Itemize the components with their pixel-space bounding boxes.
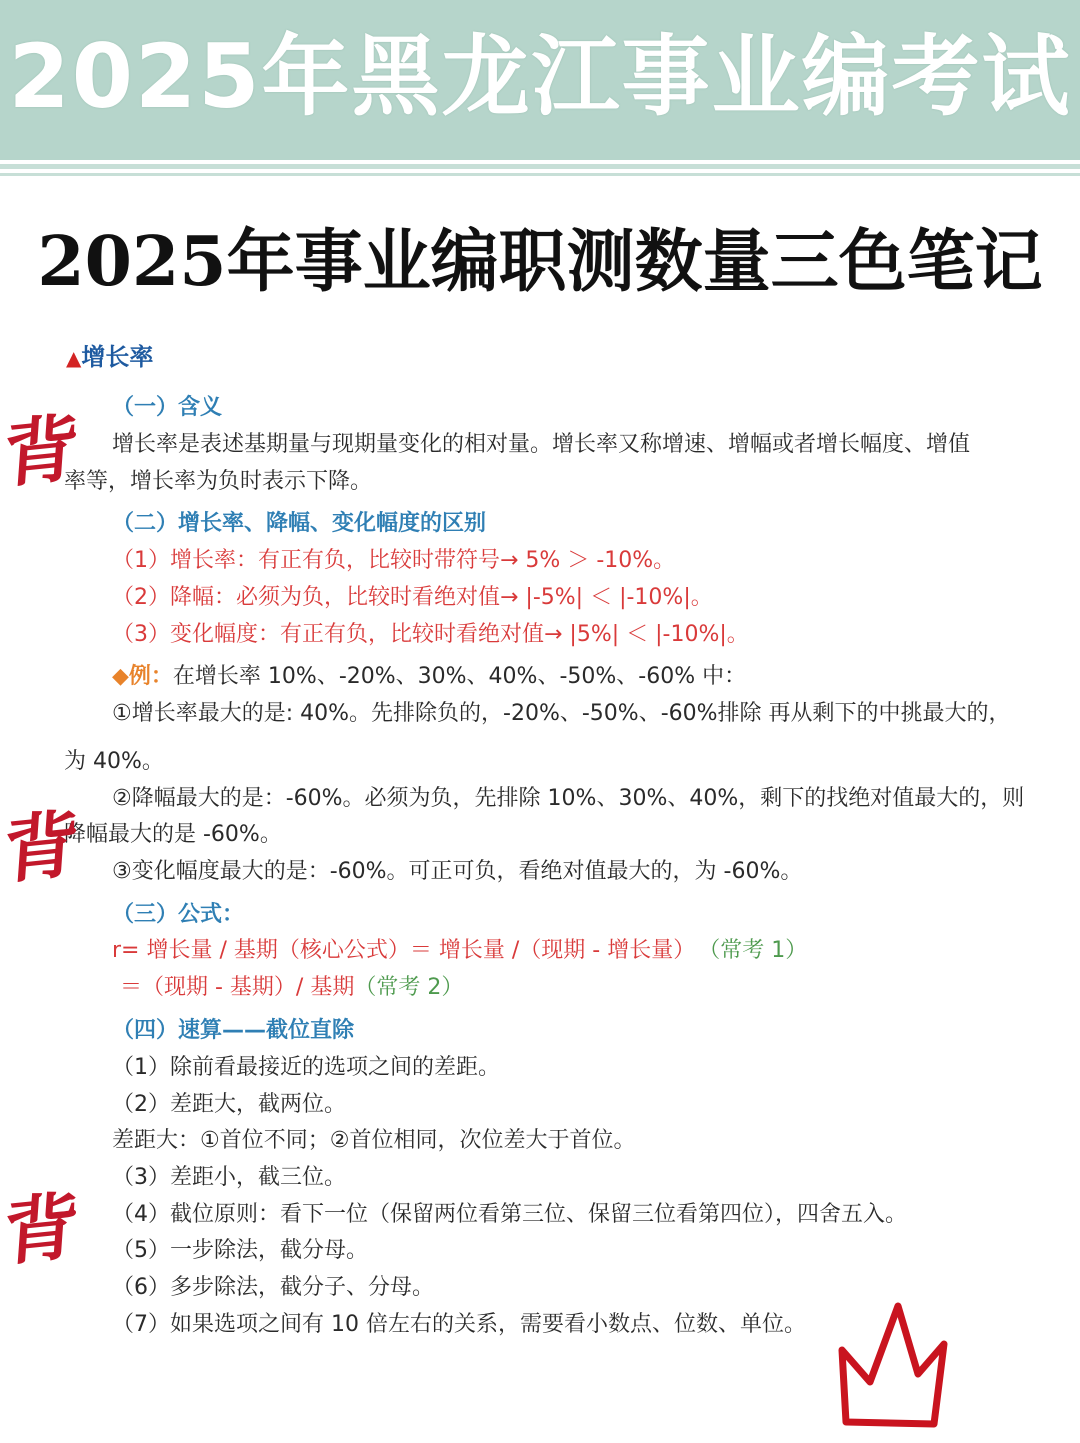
subheading-speed: （四）速算——截位直除 [112,1018,355,1043]
divider [0,173,1080,176]
list-item: （2）差距大，截两位。 [112,1092,346,1117]
list-item: （7）如果选项之间有 10 倍左右的关系，需要看小数点、位数、单位。 [112,1312,806,1337]
example-line: 为 40%。 [64,749,164,774]
note-badge: （常考 1） [709,938,808,963]
memorize-stamp: 背 [0,801,82,895]
subheading-formula: （三）公式： [112,902,245,927]
page-title: 2025年事业编职测数量三色笔记 [37,222,1043,302]
list-item: （3）变化幅度：有正有负，比较时看绝对值→ |5%| ＜ |-10%|。 [112,622,749,647]
paragraph-line: 增长率是表述基期量与现期量变化的相对量。增长率又称增速、增幅或者增长幅度、增值 [112,432,971,457]
divider [0,164,1080,169]
list-item: （1）增长率：有正有负，比较时带符号→ 5% ＞ -10%。 [112,548,676,573]
list-item: （3）差距小，截三位。 [112,1165,346,1190]
example-line: 降幅最大的是 -60%。 [64,822,282,847]
list-item: （6）多步除法，截分子、分母。 [112,1275,434,1300]
example-line: ②降幅最大的是：-60%。必须为负，先排除 10%、30%、40%，剩下的找绝对值最大的，则 [112,786,1025,811]
memorize-stamp: 背 [0,1183,82,1277]
crown-icon [836,1298,952,1430]
list-item: （4）截位原则：看下一位（保留两位看第三位、保留三位看第四位），四舍五入。 [112,1202,907,1227]
formula-line: r= 增长量 / 基期（核心公式）＝ 增长量 /（现期 - 增长量） （常考 1） [112,938,808,963]
paragraph-line: 率等，增长率为负时表示下降。 [64,469,373,494]
subheading-difference: （二）增长率、降幅、变化幅度的区别 [112,511,487,536]
diamond-icon: ◆例： [112,664,173,689]
list-item: （2）降幅：必须为负，比较时看绝对值→ |-5%| ＜ |-10%|。 [112,585,713,610]
formula-line: ＝（现期 - 基期）/ 基期（常考 2） [120,975,464,1000]
subheading-meaning: （一）含义 [112,395,223,420]
note-badge: （常考 2） [354,975,464,1000]
triangle-icon: ▲ [66,346,82,370]
list-item: 差距大：①首位不同；②首位相同，次位差大于首位。 [112,1128,636,1153]
section-title: 增长率 [81,343,154,371]
example-intro: ◆例：在增长率 10%、-20%、30%、40%、-50%、-60% 中： [112,664,747,689]
header-banner [0,0,1080,160]
list-item: （1）除前看最接近的选项之间的差距。 [112,1055,500,1080]
example-line: ③变化幅度最大的是：-60%。可正可负，看绝对值最大的，为 -60%。 [112,859,803,884]
list-item: （5）一步除法，截分母。 [112,1238,368,1263]
memorize-stamp: 背 [0,405,82,499]
section-heading [66,342,153,374]
banner-title: 2025年黑龙江事业编考试 [8,25,1072,128]
example-line: ①增长率最大的是: 40%。先排除负的，-20%、-50%、-60%排除 再从剩下的中挑最大的， [112,701,1011,726]
